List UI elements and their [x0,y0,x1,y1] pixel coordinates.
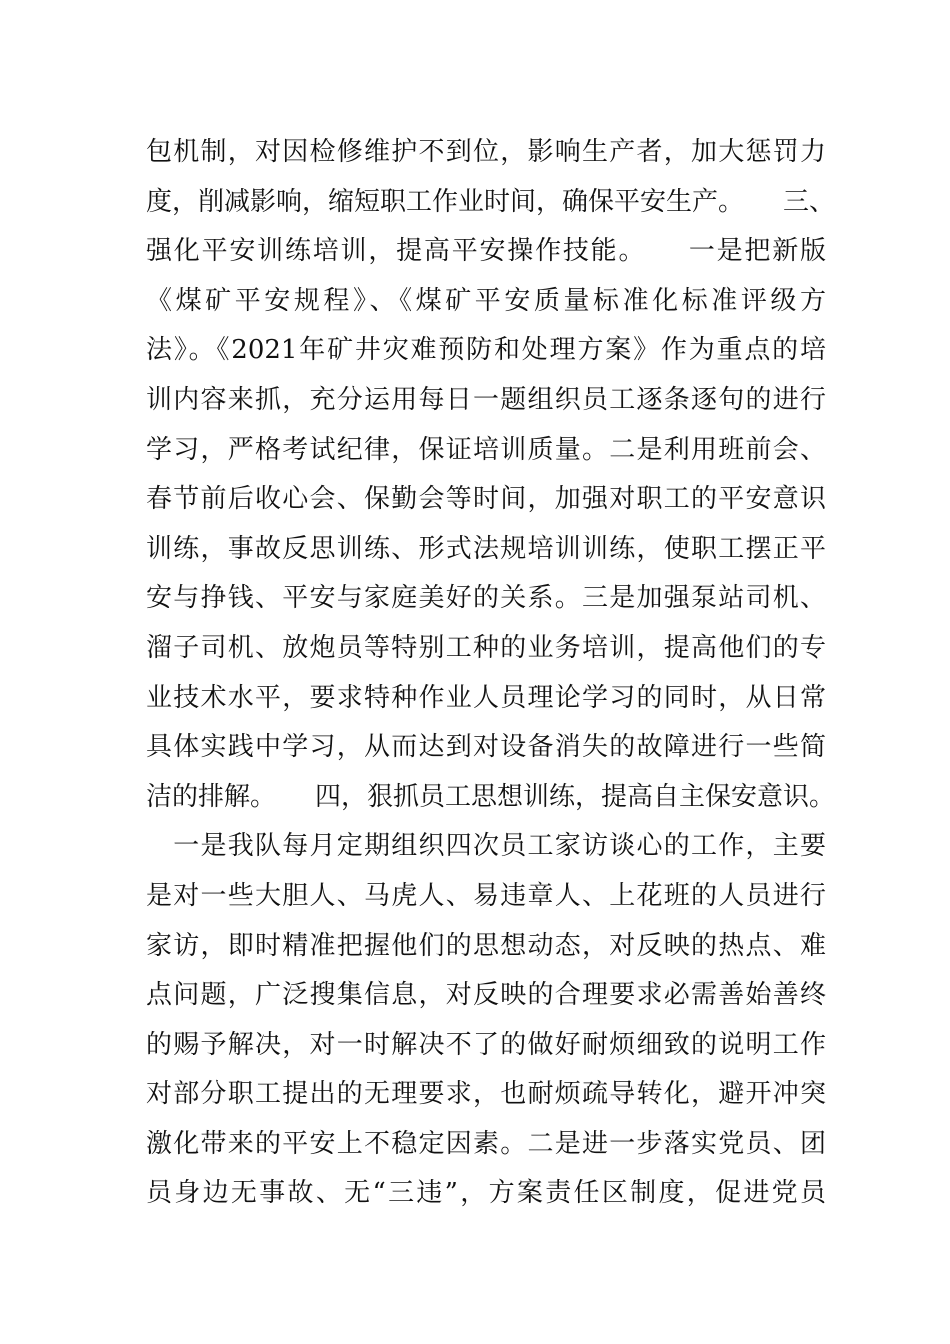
body-text [146,128,836,1219]
text-line: 一是我队每月定期组织四次员工家访谈心的工作，主要 [146,831,826,862]
text-line: 训内容来抓，充分运用每日一题组织员工逐条逐句的进行 [146,384,826,415]
text-line: 家访，即时精准把握他们的思想动态，对反映的热点、难 [146,930,826,961]
text-line: 员身边无事故、无“三违”，方案责任区制度，促进党员 [146,1178,826,1209]
text-line: 法》。《2021年矿井灾难预防和处理方案》作为重点的培 [146,335,826,366]
text-line: 春节前后收心会、保勤会等时间，加强对职工的平安意识 [146,484,826,515]
text-line: 激化带来的平安上不稳定因素。二是进一步落实党员、团 [146,1128,826,1159]
text-line: 《煤矿平安规程》、《煤矿平安质量标准化标准评级方 [146,285,826,316]
text-line: 溜子司机、放炮员等特别工种的业务培训，提高他们的专 [146,632,826,663]
text-line: 训练，事故反思训练、形式法规培训训练，使职工摆正平 [146,533,826,564]
text-line: 安与挣钱、平安与家庭美好的关系。三是加强泵站司机、 [146,583,826,614]
text-line: 包机制，对因检修维护不到位，影响生产者，加大惩罚力 [146,137,826,167]
text-line: 对部分职工提出的无理要求，也耐烦疏导转化，避开冲突 [146,1079,826,1110]
text-line: 强化平安训练培训，提高平安操作技能。 一是把新版 [146,236,826,267]
text-line: 洁的排解。 四，狠抓员工思想训练，提高自主保安意识。 [146,781,836,812]
text-line: 点问题，广泛搜集信息，对反映的合理要求必需善始善终 [146,980,826,1011]
text-line: 业技术水平，要求特种作业人员理论学习的同时，从日常 [146,682,826,713]
text-line: 的赐予解决，对一时解决不了的做好耐烦细致的说明工作 [146,1029,826,1060]
text-line: 学习，严格考试纪律，保证培训质量。二是利用班前会、 [146,434,826,465]
text-line: 是对一些大胆人、马虎人、易违章人、上花班的人员进行 [146,880,826,911]
text-line: 具体实践中学习，从而达到对设备消失的故障进行一些简 [146,732,826,763]
text-line: 度，削减影响，缩短职工作业时间，确保平安生产。 三、 [146,186,836,217]
